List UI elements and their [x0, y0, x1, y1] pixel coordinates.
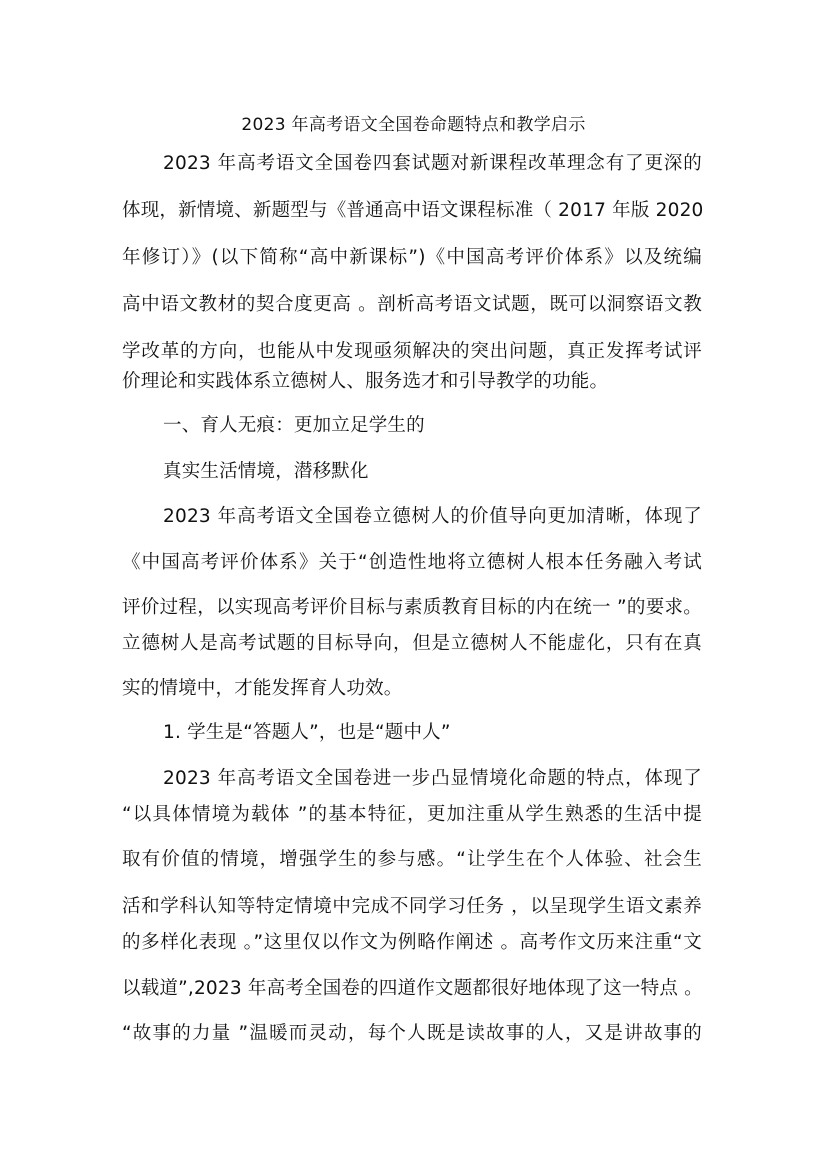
- paragraph-line: 《中国高考评价体系》关于“创造性地将立德树人根本任务融入考试: [122, 552, 702, 573]
- paragraph-line: 体现，新情境、新题型与《普通高中语文课程标准（ 2017 年版 2020: [122, 200, 704, 221]
- paragraph-line: 评价过程，以实现高考评价目标与素质教育目标的内在统一 ”的要求。: [122, 597, 702, 618]
- paragraph-line: 价理论和实践体系立德树人、服务选才和引导教学的功能。: [122, 371, 609, 392]
- paragraph-line: 实的情境中，才能发挥育人功效。: [122, 678, 403, 699]
- paragraph-line: 立德树人是高考试题的目标导向，但是立德树人不能虚化，只有在真: [122, 633, 702, 654]
- paragraph-line: 取有价值的情境，增强学生的参与感。“让学生在个人体验、社会生: [122, 849, 702, 870]
- section-heading: 真实生活情境，潜移默化: [163, 461, 369, 482]
- paragraph-line: “故事的力量 ”温暖而灵动，每个人既是读故事的人，又是讲故事的: [122, 1023, 702, 1044]
- paragraph-line: “以具体情境为载体 ”的基本特征，更加注重从学生熟悉的生活中提: [122, 804, 702, 825]
- paragraph-line: 以载道”,2023 年高考全国卷的四道作文题都很好地体现了这一特点 。: [122, 978, 703, 999]
- paragraph-line: 的多样化表现 。”这里仅以作文为例略作阐述 。高考作文历来注重“文: [122, 932, 702, 953]
- paragraph-line: 年修订）》(以下简称“高中新课标”)《中国高考评价体系》以及统编: [122, 247, 702, 268]
- paragraph-line: 高中语文教材的契合度更高 。剖析高考语文试题，既可以洞察语文教: [122, 294, 702, 315]
- paragraph-line: 学改革的方向，也能从中发现亟须解决的突出问题，真正发挥考试评: [122, 341, 702, 362]
- document-title: 2023 年高考语文全国卷命题特点和教学启示: [241, 115, 586, 135]
- paragraph-line: 2023 年高考语文全国卷四套试题对新课程改革理念有了更深的: [163, 153, 702, 174]
- paragraph-line: 2023 年高考语文全国卷立德树人的价值导向更加清晰，体现了: [163, 506, 702, 527]
- paragraph-line: 活和学科认知等特定情境中完成不同学习任务 ，以呈现学生语文素养: [122, 896, 702, 917]
- subsection-heading: 1. 学生是“答题人”，也是“题中人”: [163, 722, 451, 743]
- paragraph-line: 2023 年高考语文全国卷进一步凸显情境化命题的特点，体现了: [163, 768, 702, 789]
- section-heading: 一、育人无痕：更加立足学生的: [163, 415, 425, 436]
